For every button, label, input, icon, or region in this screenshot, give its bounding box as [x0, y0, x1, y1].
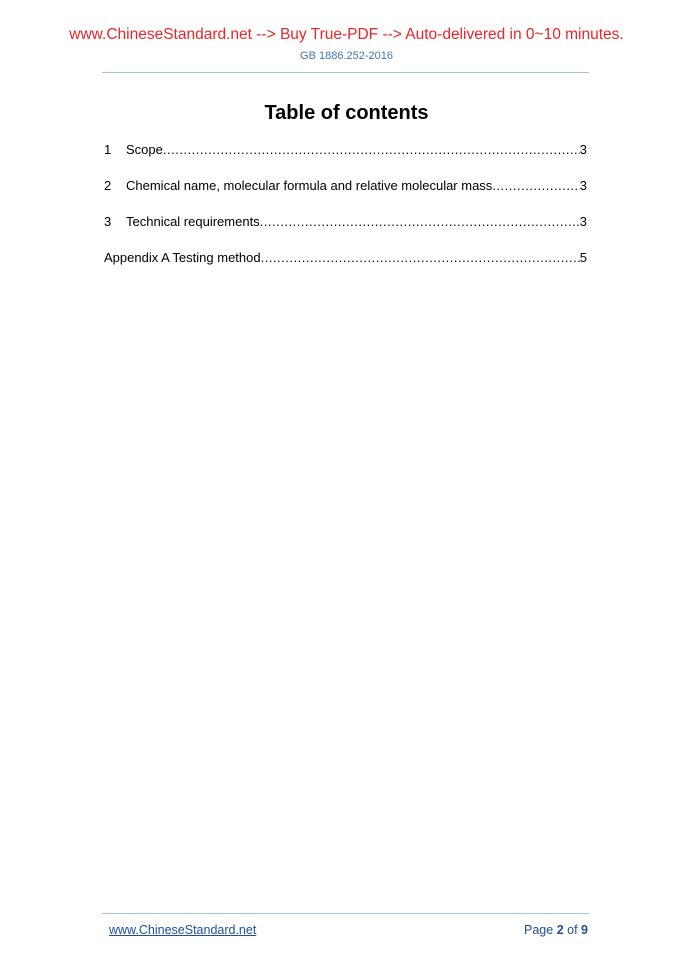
banner-link[interactable]: www.ChineseStandard.net --> Buy True-PDF --> Auto-delivered in 0~10 minutes.	[69, 26, 624, 43]
footer-divider	[102, 913, 589, 914]
table-of-contents	[104, 141, 587, 285]
toc-entry-page: 5	[579, 250, 587, 265]
toc-entry-number: 3	[104, 214, 112, 229]
page-of: of	[567, 923, 578, 937]
toc-entry-label: Scope	[126, 142, 163, 157]
page-current: 2	[556, 923, 564, 937]
toc-title: Table of contents	[264, 102, 429, 124]
header-divider	[102, 72, 589, 73]
page-prefix: Page	[524, 923, 554, 937]
page-total: 9	[581, 923, 588, 937]
toc-entry-appendix-a[interactable]	[104, 249, 587, 285]
toc-dot-leader	[492, 177, 579, 195]
toc-entry-label: Appendix A Testing method	[104, 250, 261, 265]
toc-entry-scope[interactable]	[104, 141, 587, 177]
toc-dot-leader	[163, 141, 580, 159]
page-indicator	[524, 923, 588, 937]
toc-entry-chemical-name[interactable]	[104, 177, 587, 213]
toc-entry-label: Chemical name, molecular formula and relative molecular mass	[126, 178, 493, 193]
toc-dot-leader	[261, 249, 580, 267]
toc-entry-label: Technical requirements	[126, 214, 260, 229]
footer-website-link[interactable]: www.ChineseStandard.net	[109, 923, 257, 937]
toc-entry-technical-requirements[interactable]	[104, 213, 587, 249]
toc-entry-page: 3	[579, 142, 587, 157]
document-code: GB 1886.252-2016	[300, 50, 393, 62]
toc-entry-page: 3	[579, 178, 587, 193]
toc-dot-leader	[260, 213, 580, 231]
toc-entry-page: 3	[579, 214, 587, 229]
toc-entry-number: 2	[104, 178, 112, 193]
toc-entry-number: 1	[104, 142, 112, 157]
